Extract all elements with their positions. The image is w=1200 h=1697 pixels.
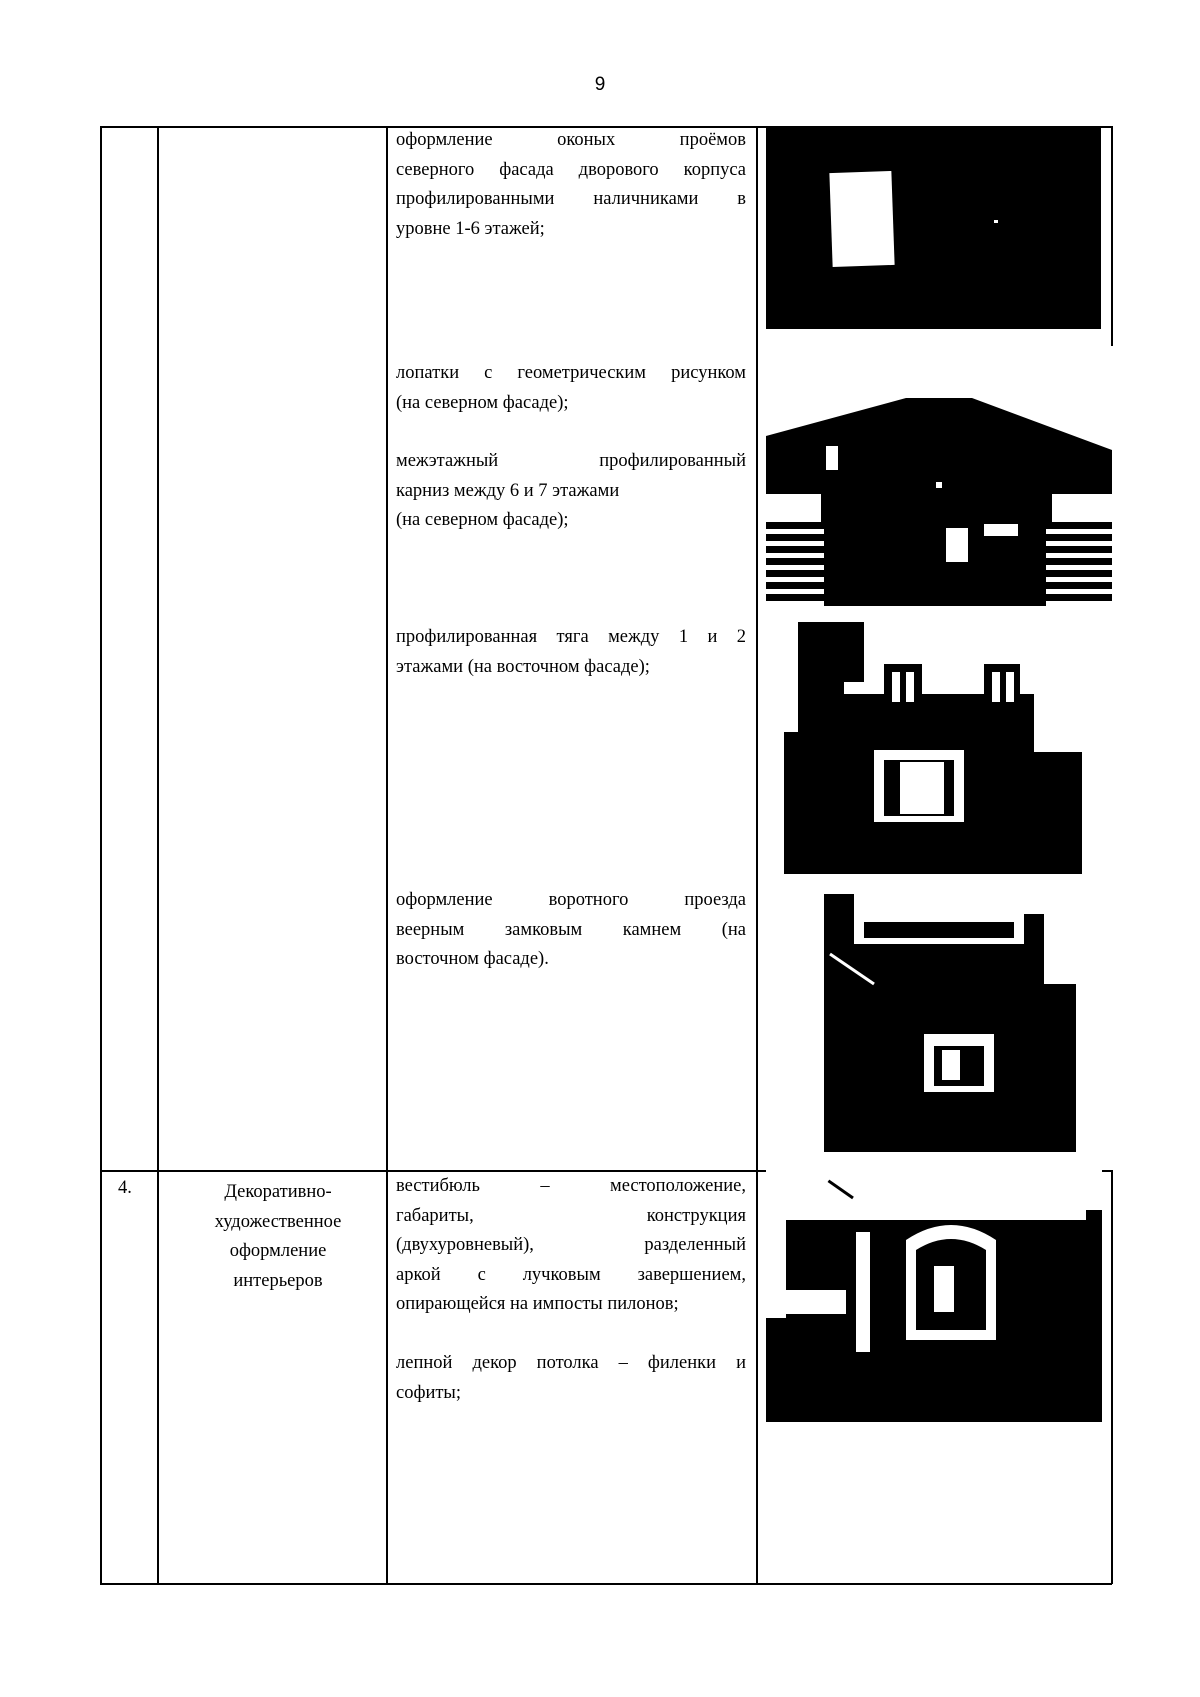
table-border-bottom	[100, 1583, 1112, 1585]
text-line: (на северном фасаде);	[396, 510, 569, 530]
photo-east-facade	[784, 622, 1082, 874]
table-border-right-top	[1111, 126, 1113, 346]
text-line: вестибюль – местоположение,	[396, 1176, 746, 1196]
text-line: восточном фасаде).	[396, 949, 549, 969]
row-number: 4.	[118, 1178, 132, 1198]
photo-highlight	[826, 446, 838, 470]
row1-paragraph-1	[396, 126, 746, 244]
text-line: межэтажный профилированный	[396, 451, 746, 471]
element-name	[166, 1178, 390, 1296]
row1-paragraph-4	[396, 623, 746, 682]
table-border-right-bottom	[1111, 1170, 1113, 1584]
row2-paragraph-1	[396, 1172, 746, 1320]
photo-window-surround	[766, 126, 1101, 329]
photo-highlight	[984, 524, 1018, 536]
row2-paragraph-2	[396, 1349, 746, 1408]
text-line: опирающейся на импосты пилонов;	[396, 1294, 679, 1314]
element-name-line: интерьеров	[233, 1270, 323, 1291]
photo-stripes-right	[1046, 522, 1112, 606]
photo-stripes-left	[766, 522, 824, 606]
element-name-line: художественное	[214, 1211, 342, 1232]
text-line: лопатки с геометрическим рисунком	[396, 363, 746, 383]
photo-facade-shape	[784, 622, 1082, 874]
photo-highlight	[936, 482, 942, 488]
text-line: аркой с лучковым завершением,	[396, 1264, 746, 1285]
text-line: лепной декор потолка – филенки и	[396, 1353, 746, 1373]
photo-vestibule	[766, 1170, 1102, 1422]
text-line: габариты, конструкция	[396, 1205, 746, 1226]
photo-gate-shape	[794, 894, 1076, 1152]
text-line: профилированными наличниками в	[396, 189, 746, 209]
element-name-line: оформление	[229, 1241, 327, 1261]
table-col-divider-2	[386, 126, 388, 1584]
photo-highlight	[994, 220, 998, 223]
table-border-left	[100, 126, 102, 1584]
text-line: оформление воротного проезда	[396, 890, 746, 910]
text-line: профилированная тяга между 1 и 2	[396, 627, 746, 647]
row1-paragraph-2	[396, 359, 746, 418]
photo-north-facade	[766, 398, 1112, 606]
text-line: этажами (на восточном фасаде);	[396, 656, 650, 677]
photo-highlight	[946, 528, 968, 562]
photo-highlight	[829, 171, 894, 267]
row1-paragraph-3	[396, 447, 746, 536]
photo-vestibule-shape	[766, 1170, 1102, 1422]
text-line: (двухуровневый), разделенный	[396, 1235, 746, 1255]
text-line: оформление оконых проёмов	[396, 130, 746, 150]
page-number: 9	[594, 74, 606, 95]
element-name-line: Декоративно-	[224, 1182, 332, 1202]
text-line: софиты;	[396, 1382, 462, 1403]
text-line: северного фасада дворового корпуса	[396, 159, 746, 180]
photo-gate-passage	[794, 894, 1076, 1152]
text-line: уровне 1-6 этажей;	[396, 218, 545, 239]
table-col-divider-3	[756, 126, 758, 1584]
table-col-divider-1	[157, 126, 159, 1584]
text-line: (на северном фасаде);	[396, 392, 569, 413]
text-line: карниз между 6 и 7 этажами	[396, 480, 620, 501]
text-line: веерным замковым камнем (на	[396, 919, 746, 940]
row1-paragraph-5	[396, 886, 746, 975]
